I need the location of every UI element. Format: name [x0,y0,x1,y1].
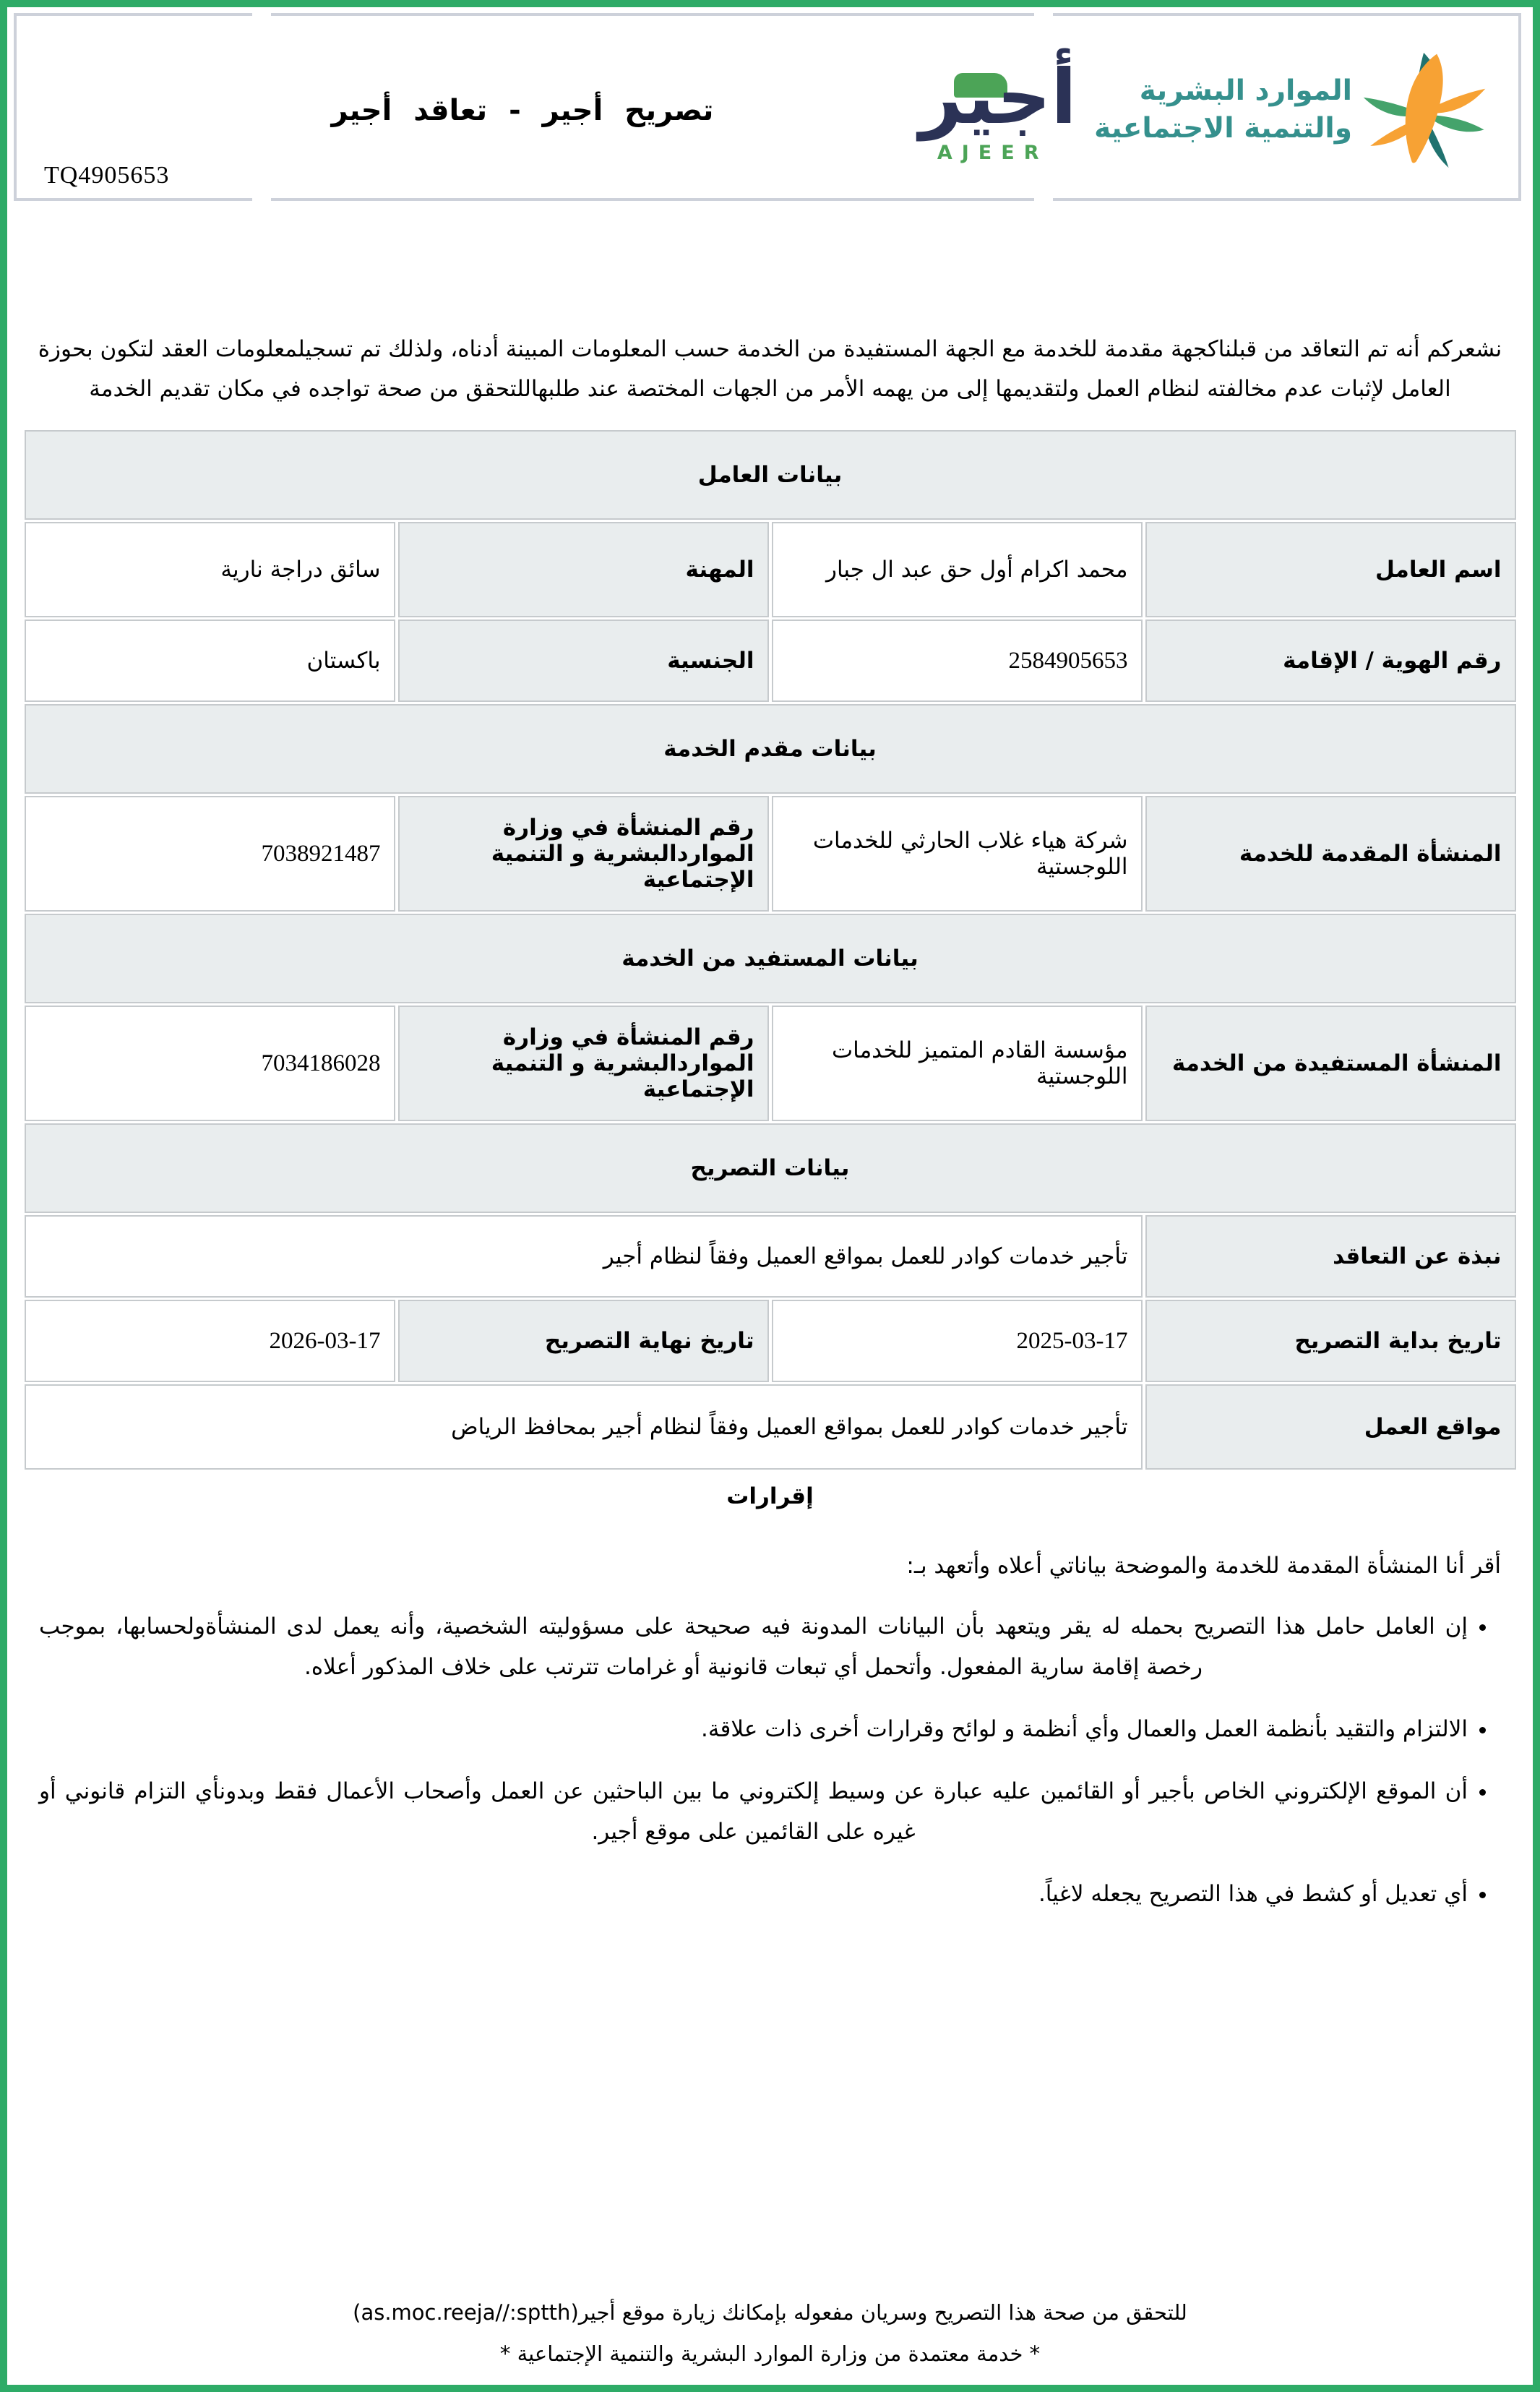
ministry-logo [1094,48,1487,172]
permit-end-value: 2026-03-17 [25,1300,395,1382]
header-border-gap [252,13,271,16]
document-header [14,13,1521,201]
provider-name-label: المنشأة المقدمة للخدمة [1145,796,1516,912]
page-title: تصريح أجير - تعاقد أجير [331,94,714,127]
section-header-beneficiary [25,914,1516,1003]
provider-number-value: 7038921487 [25,796,395,912]
contract-about-label: نبذة عن التعاقد [1145,1215,1516,1298]
section-title: بيانات مقدم الخدمة [25,704,1516,794]
permit-details-table [22,428,1519,1472]
beneficiary-number-label: رقم المنشأة في وزارة المواردالبشرية و التنمية الإجتماعية [398,1006,769,1121]
table-row [25,522,1516,617]
table-row [25,796,1516,912]
section-header-provider [25,704,1516,794]
provider-number-label: رقم المنشأة في وزارة المواردالبشرية و التنمية الإجتماعية [398,796,769,912]
header-border-gap [252,198,271,201]
ministry-logo-line2: والتنمية الاجتماعية [1094,112,1352,145]
nationality-value: باكستان [25,620,395,702]
ajeer-logo-latin: AJEER [937,141,1049,164]
ajeer-logo [919,53,1077,164]
declarations [7,1547,1533,1914]
worker-id-value: 2584905653 [772,620,1143,702]
ministry-logo-text [1094,72,1352,147]
worker-id-label: رقم الهوية / الإقامة [1145,620,1516,702]
profession-label: المهنة [398,522,769,617]
permit-end-label: تاريخ نهاية التصريح [398,1300,769,1382]
declarations-list [39,1606,1501,1914]
nationality-label: الجنسية [398,620,769,702]
section-title: بيانات العامل [25,430,1516,520]
declaration-item: • أن الموقع الإلكتروني الخاص بأجير أو القائمين عليه عبارة عن وسيط إلكتروني ما بين الباحثين عن العمل وأصحاب الأعمال فقط وبدونأي التزام قانوني أو غيره على القائمين على موقع أجير. [39,1771,1468,1852]
declaration-item: • أي تعديل أو كشط في هذا التصريح يجعله لاغياً. [39,1874,1468,1914]
permit-start-value: 2025-03-17 [772,1300,1143,1382]
worker-name-value: محمد اكرام أول حق عبد ال جبار [772,522,1143,617]
declarations-intro: أقر أنا المنشأة المقدمة للخدمة والموضحة بياناتي أعلاه وأتعهد بـ: [906,1553,1501,1579]
verification-note: للتحقق من صحة هذا التصريح وسريان مفعوله بإمكانك زيارة موقع أجير(as.moc.reeja//:sptth) [353,2300,1187,2325]
permit-number: TQ4905653 [44,162,170,189]
provider-name-value: شركة هياء غلاب الحارثي للخدمات اللوجستية [772,796,1143,912]
intro-paragraph: نشعركم أنه تم التعاقد من قبلناكجهة مقدمة للخدمة مع الجهة المستفيدة من الخدمة حسب المعلومات المبينة أدناه، ولذلك تم تسجيلمعلومات العقد لتكون بحوزة العامل لإثبات عدم مخالفته لنظام العمل ولتقديمها إلى من يهمه الأمر من الجهات المختصة عند طلبهاللتحقق من صحة تواجده في مكان تقديم الخدمة [38,336,1502,402]
table-row [25,1384,1516,1470]
permit-start-label: تاريخ بداية التصريح [1145,1300,1516,1382]
approval-note: * خدمة معتمدة من وزارة الموارد البشرية والتنمية الإجتماعية * [499,2341,1041,2366]
section-header-permit [25,1123,1516,1213]
table-row [25,1300,1516,1382]
header-border-gap [1034,198,1053,201]
worker-name-label: اسم العامل [1145,522,1516,617]
work-locations-value: تأجير خدمات كوادر للعمل بمواقع العميل وفقاً لنظام أجير بمحافظ الرياض [25,1384,1143,1470]
profession-value: سائق دراجة نارية [25,522,395,617]
declaration-item: • الالتزام والتقيد بأنظمة العمل والعمال وأي أنظمة و لوائح وقرارات أخرى ذات علاقة. [39,1709,1468,1749]
declarations-title: إقرارات [726,1483,814,1509]
ministry-starburst-icon [1362,48,1487,172]
beneficiary-name-value: مؤسسة القادم المتميز للخدمات اللوجستية [772,1006,1143,1121]
section-title: بيانات المستفيد من الخدمة [25,914,1516,1003]
table-row [25,620,1516,702]
document-footer [7,2292,1533,2375]
ajeer-logo-arabic: أجير [919,53,1077,142]
work-locations-label: مواقع العمل [1145,1384,1516,1470]
header-border-gap [1034,13,1053,16]
logos [919,45,1487,175]
section-title: بيانات التصريح [25,1123,1516,1213]
beneficiary-name-label: المنشأة المستفيدة من الخدمة [1145,1006,1516,1121]
ministry-logo-line1: الموارد البشرية [1139,74,1352,107]
table-row [25,1006,1516,1121]
declaration-item: • إن العامل حامل هذا التصريح بحمله له يقر ويتعهد بأن البيانات المدونة فيه صحيحة على مسؤوليته الشخصية، وأنه يعمل لدى المنشأةولحسابها، بموجب رخصة إقامة سارية المفعول. وأتحمل أي تبعات قانونية أو غرامات تترتب على خلاف المذكور أعلاه. [39,1606,1468,1687]
contract-about-value: تأجير خدمات كوادر للعمل بمواقع العميل وفقاً لنظام أجير [25,1215,1143,1298]
beneficiary-number-value: 7034186028 [25,1006,395,1121]
section-header-worker [25,430,1516,520]
table-row [25,1215,1516,1298]
